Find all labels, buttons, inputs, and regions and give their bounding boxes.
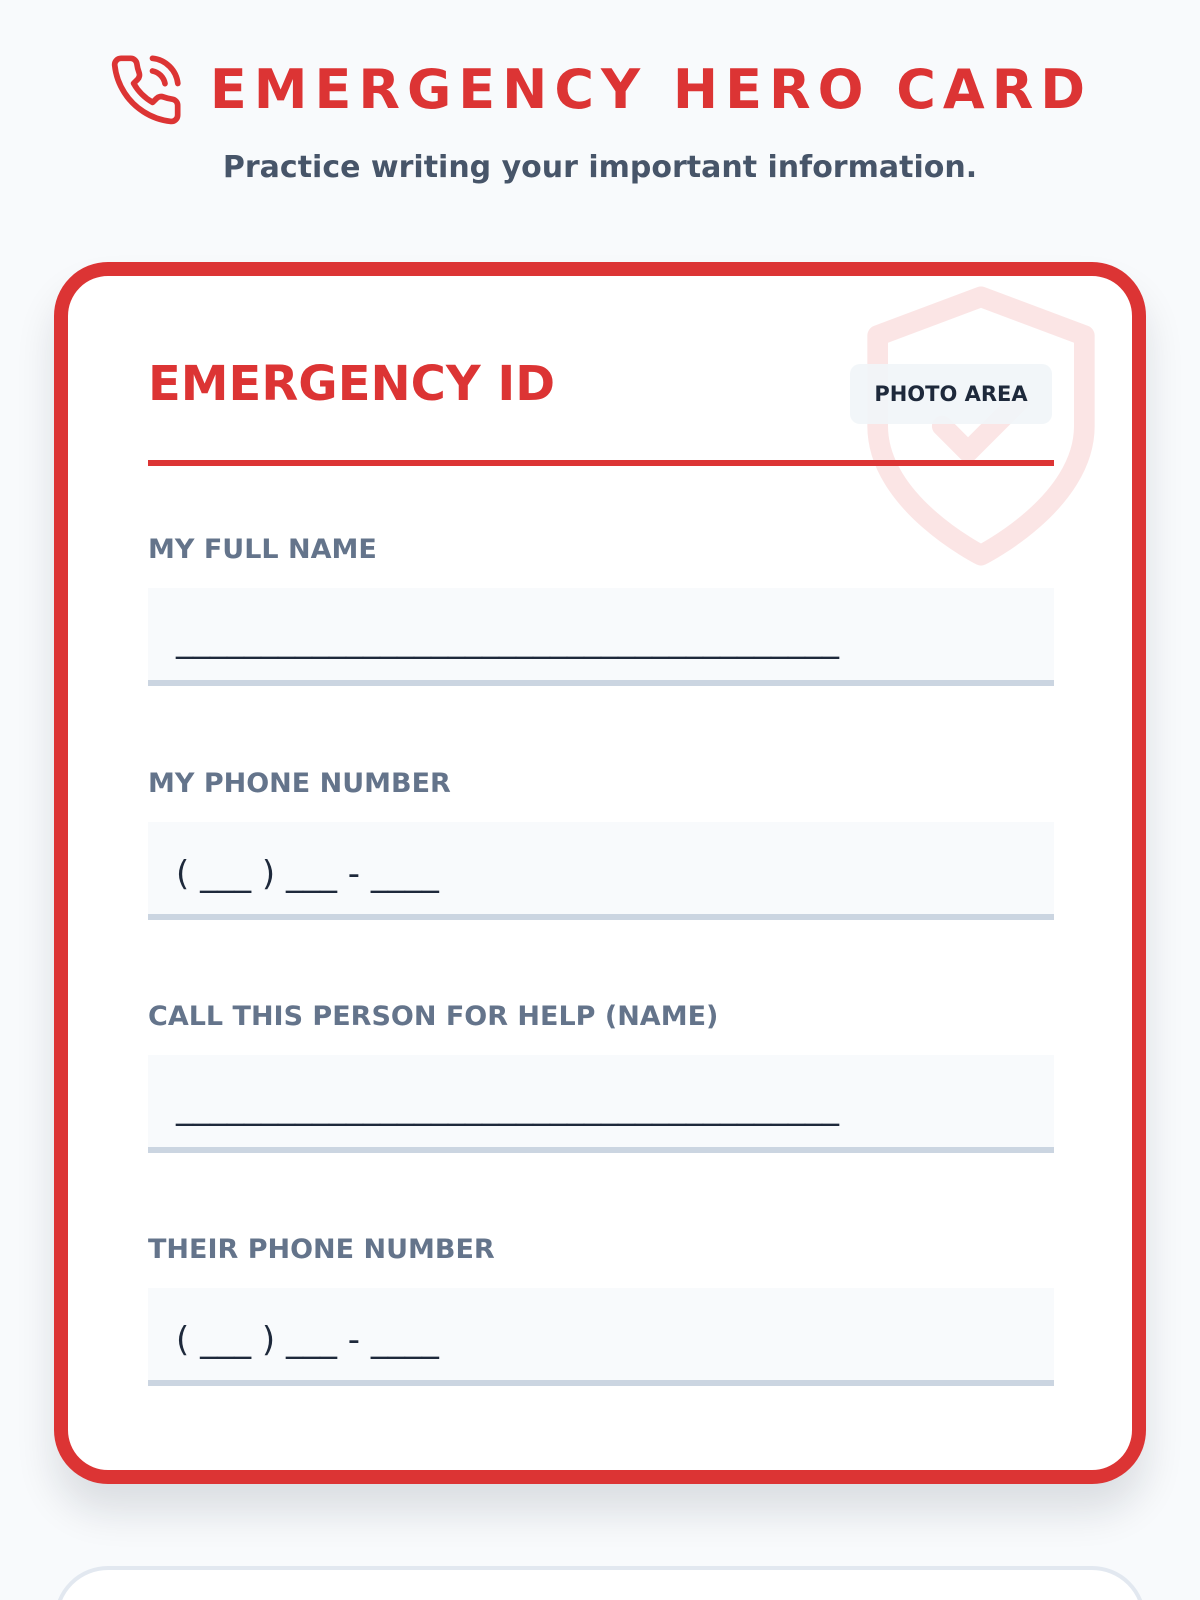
field-label-phone-number: MY PHONE NUMBER	[148, 768, 451, 799]
card-title: EMERGENCY ID	[148, 356, 556, 412]
helper-name-field[interactable]: _______________________________________	[148, 1055, 1054, 1153]
next-card	[54, 1566, 1146, 1600]
photo-area[interactable]: PHOTO AREA	[850, 364, 1052, 424]
app-title: EMERGENCY HERO CARD	[209, 58, 1093, 121]
field-label-full-name: MY FULL NAME	[148, 534, 377, 565]
full-name-field[interactable]: _______________________________________	[148, 588, 1054, 686]
page-subtitle: Practice writing your important information.	[222, 150, 978, 185]
field-label-helper-name: CALL THIS PERSON FOR HELP (NAME)	[148, 1001, 719, 1032]
emergency-id-card	[54, 262, 1146, 1484]
phone-number-field[interactable]: ( ___ ) ___ - ____	[148, 822, 1054, 920]
field-label-helper-phone: THEIR PHONE NUMBER	[148, 1234, 495, 1265]
header	[0, 52, 1200, 128]
shield-check-icon	[826, 262, 1136, 596]
helper-phone-field[interactable]: ( ___ ) ___ - ____	[148, 1288, 1054, 1386]
title-divider	[148, 460, 1054, 466]
phone-call-icon	[108, 52, 184, 128]
